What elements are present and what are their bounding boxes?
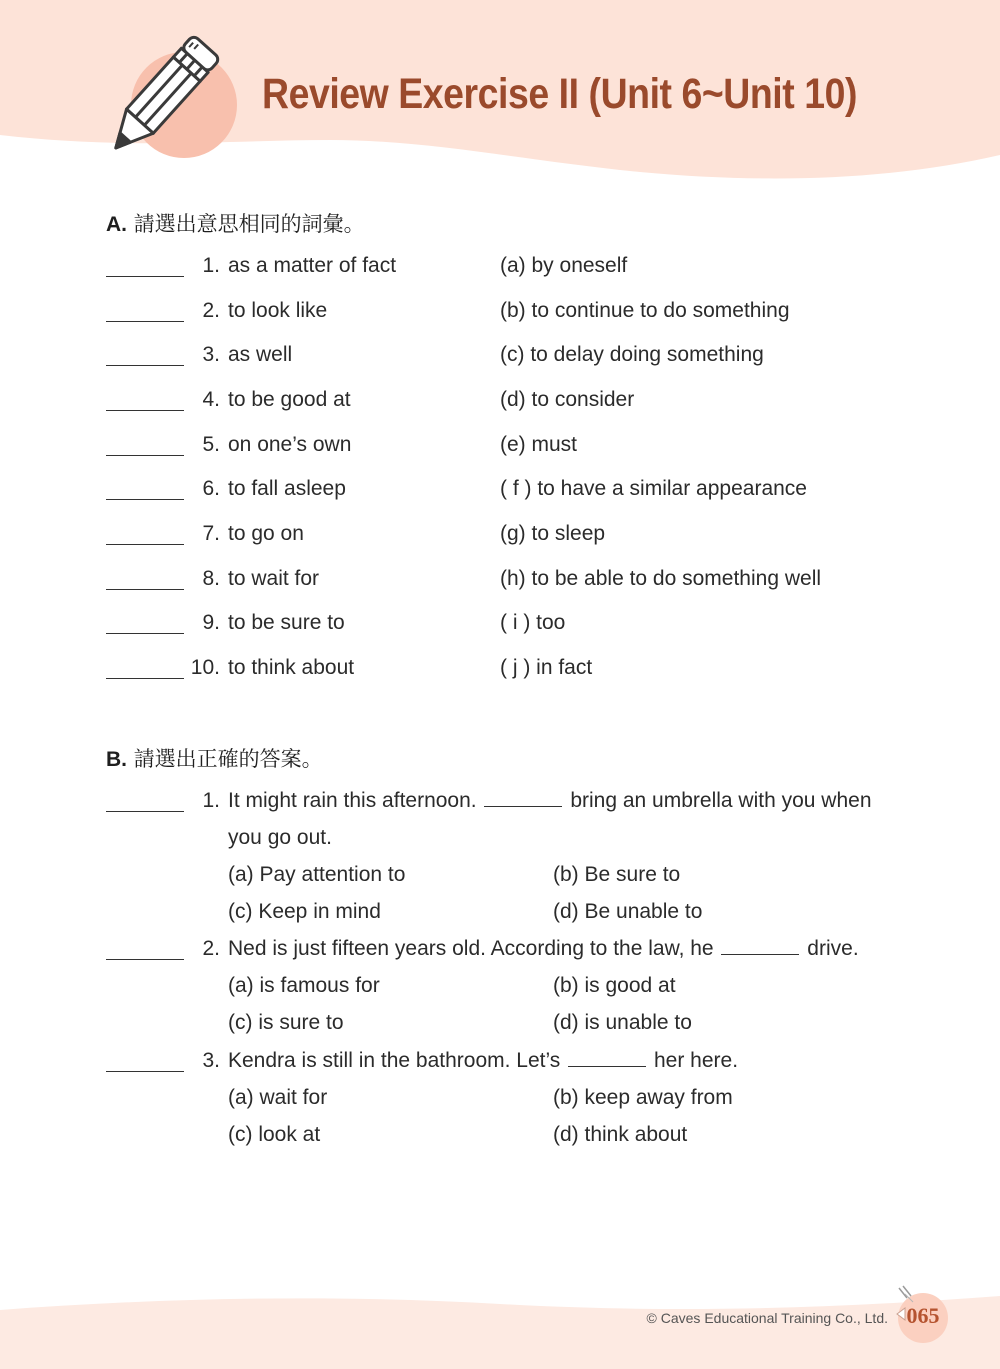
option-text: (a) by oneself <box>500 254 628 277</box>
item-phrase: to look like <box>228 299 328 322</box>
option-text: ( j ) in fact <box>500 656 593 679</box>
item-number: 3. <box>202 343 220 366</box>
item-phrase: as well <box>228 343 293 366</box>
question-text-before: It might rain this afternoon. <box>228 789 477 812</box>
option-text: (h) to be able to do something well <box>500 567 822 590</box>
section-b-instruction: 請選出正確的答案。 <box>133 747 323 771</box>
option-text: (g) to sleep <box>500 522 606 545</box>
choice: (a) Pay attention to <box>228 863 406 886</box>
item-number: 4. <box>202 388 220 411</box>
section-b-letter: B. <box>106 748 127 771</box>
choice: (c) Keep in mind <box>228 900 381 923</box>
question-text-line2: you go out. <box>228 826 332 849</box>
fill-in-blank[interactable] <box>568 1065 646 1067</box>
choice: (c) look at <box>228 1123 321 1146</box>
option-text: (c) to delay doing something <box>500 343 764 366</box>
option-text: (b) to continue to do something <box>500 299 790 322</box>
item-number: 2. <box>202 299 220 322</box>
item-number: 7. <box>202 522 220 545</box>
choice: (a) wait for <box>228 1086 328 1109</box>
page-number: 065 <box>906 1303 940 1328</box>
item-number: 10. <box>190 656 220 679</box>
page-title: Review Exercise II (Unit 6~Unit 10) <box>262 70 858 118</box>
question-text-before: Ned is just fifteen years old. According to the law, he <box>228 937 714 960</box>
section-b-heading <box>106 743 323 773</box>
choice: (c) is sure to <box>228 1011 344 1034</box>
question-text-before: Kendra is still in the bathroom. Let’s <box>228 1049 561 1072</box>
item-phrase: to wait for <box>228 567 320 590</box>
item-number: 8. <box>202 567 220 590</box>
question-number: 1. <box>202 789 220 812</box>
fill-in-blank[interactable] <box>484 805 562 807</box>
question-text-after: bring an umbrella with you when <box>570 789 872 812</box>
question-text <box>228 937 859 961</box>
choice: (b) keep away from <box>553 1086 733 1109</box>
choice: (d) Be unable to <box>553 900 703 923</box>
question-text-after: her here. <box>653 1049 739 1072</box>
question-number: 2. <box>202 937 220 960</box>
section-a-instruction: 請選出意思相同的詞彙。 <box>133 212 365 236</box>
question-text <box>228 1049 738 1073</box>
item-phrase: to go on <box>228 522 304 545</box>
item-number: 1. <box>202 254 220 277</box>
option-text: (d) to consider <box>500 388 635 411</box>
question-text <box>228 789 872 813</box>
section-a-letter: A. <box>106 213 127 236</box>
footer-band <box>0 1290 1000 1369</box>
question-text-after: drive. <box>807 937 859 960</box>
item-phrase: to fall asleep <box>228 477 346 500</box>
item-phrase: to be sure to <box>228 611 345 634</box>
question-number: 3. <box>202 1049 220 1072</box>
item-phrase: to be good at <box>228 388 351 411</box>
item-phrase: to think about <box>228 656 355 679</box>
item-number: 6. <box>202 477 220 500</box>
item-number: 9. <box>202 611 220 634</box>
fill-in-blank[interactable] <box>721 953 799 955</box>
choice: (b) is good at <box>553 974 676 997</box>
choice: (b) Be sure to <box>553 863 681 886</box>
choice: (a) is famous for <box>228 974 380 997</box>
item-number: 5. <box>202 433 220 456</box>
choice: (d) is unable to <box>553 1011 692 1034</box>
option-text: (e) must <box>500 433 578 456</box>
item-phrase: on one’s own <box>228 433 352 456</box>
pencil-icon <box>100 30 250 165</box>
choice: (d) think about <box>553 1123 688 1146</box>
option-text: ( f ) to have a similar appearance <box>500 477 807 500</box>
section-a-heading <box>106 208 365 238</box>
item-phrase: as a matter of fact <box>228 254 397 277</box>
option-text: ( i ) too <box>500 611 566 634</box>
copyright-text: © Caves Educational Training Co., Ltd. <box>646 1310 888 1326</box>
